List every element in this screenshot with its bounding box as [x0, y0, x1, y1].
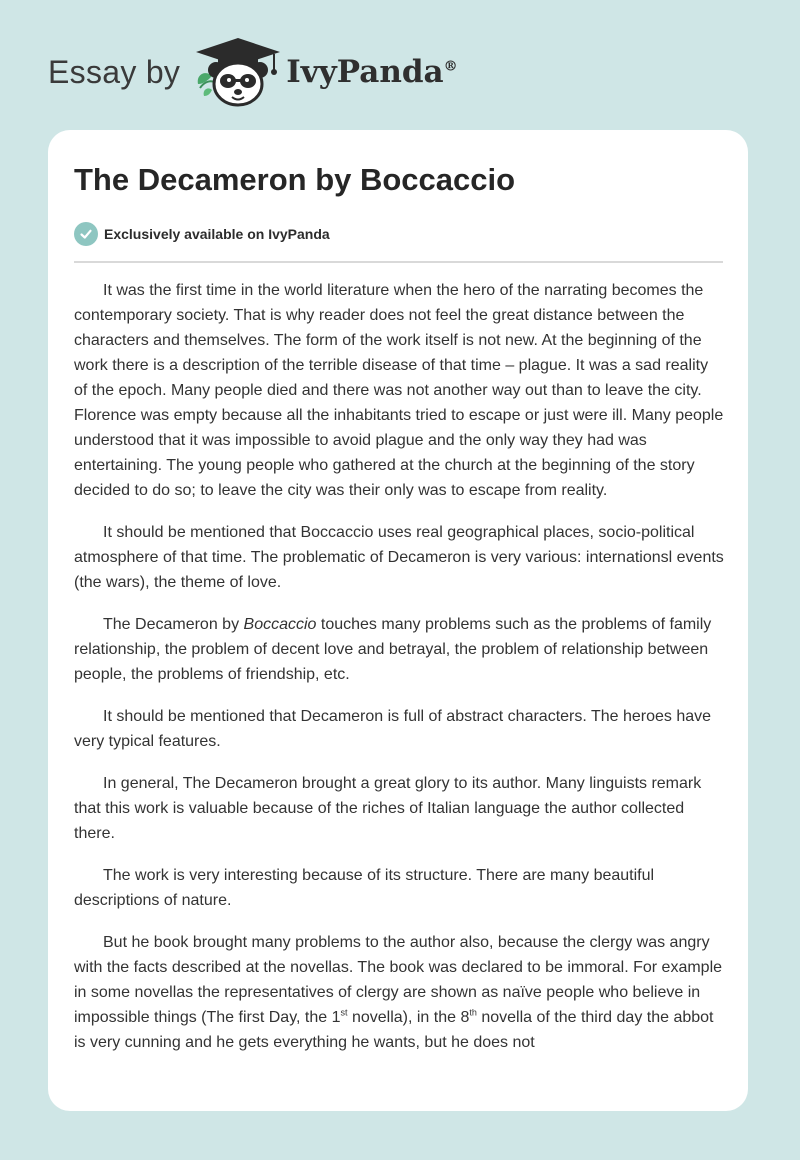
registered-mark: ® — [443, 58, 458, 75]
site-header — [48, 36, 458, 108]
essay-body — [74, 278, 724, 1072]
author-name-italic: Boccaccio — [243, 616, 317, 633]
ordinal-suffix: th — [469, 1007, 477, 1018]
exclusive-badge-label: Exclusively available on IvyPanda — [104, 226, 330, 242]
panda-graduation-cap-icon[interactable] — [194, 36, 282, 108]
paragraph-text: novella of the third day the abbot is very cunning and he gets everything he wants, but he does not — [74, 1009, 714, 1051]
essay-by-label: Essay by — [48, 53, 181, 90]
paragraph: The work is very interesting because of its structure. There are many beautiful descriptions of nature. — [74, 867, 655, 909]
paragraph: It should be mentioned that Boccaccio uses real geographical places, socio-political atmosphere of that time. The problematic of Decameron is very various: internationsl events (the wars), the theme of love. — [74, 524, 724, 591]
paragraph-text: The Decameron by — [103, 616, 244, 633]
paragraph — [74, 612, 724, 687]
divider — [74, 261, 723, 263]
paragraph-text: touches many problems such as the problems of family relationship, the problem of decent love and betrayal, the problem of relationship between people, the problems of friendship, etc. — [74, 616, 712, 683]
exclusive-badge — [74, 222, 330, 246]
brand-name: IvyPanda — [286, 54, 444, 90]
brand-logo-text[interactable] — [286, 54, 457, 90]
paragraph-text: novella), in the 8 — [347, 1009, 470, 1026]
paragraph: It should be mentioned that Decameron is full of abstract characters. The heroes have very typical features. — [74, 708, 712, 750]
paragraph — [74, 930, 724, 1055]
check-circle-icon — [74, 222, 98, 246]
page-title: The Decameron by Boccaccio — [74, 162, 516, 197]
essay-card — [48, 130, 748, 1111]
ordinal-suffix: st — [340, 1007, 348, 1018]
paragraph: In general, The Decameron brought a great glory to its author. Many linguists remark that this work is valuable because of the riches of Italian language the author collected there. — [74, 775, 702, 842]
paragraph-text: But he book brought many problems to the author also, because the clergy was angry with the facts described at the novellas. The book was declared to be immoral. For example in some novellas the representatives of clergy are shown as naïve people who believe in impossible things (The first Day, the 1 — [74, 934, 723, 1026]
paragraph: It was the first time in the world literature when the hero of the narrating becomes the contemporary society. That is why reader does not feel the great distance between the characters and themselves. The form of the work itself is not new. At the beginning of the work there is a description of the terrible disease of that time – plague. It was a sad reality of the epoch. Many people died and there was not another way out than to leave the city. Florence was empty because all the inhabitants tried to escape or just were ill. Many people understood that it was impossible to avoid plague and the only way they had was entertaining. The young people who gathered at the church at the beginning of the story decided to do so; to leave the city was their only was to escape from reality. — [74, 282, 724, 499]
